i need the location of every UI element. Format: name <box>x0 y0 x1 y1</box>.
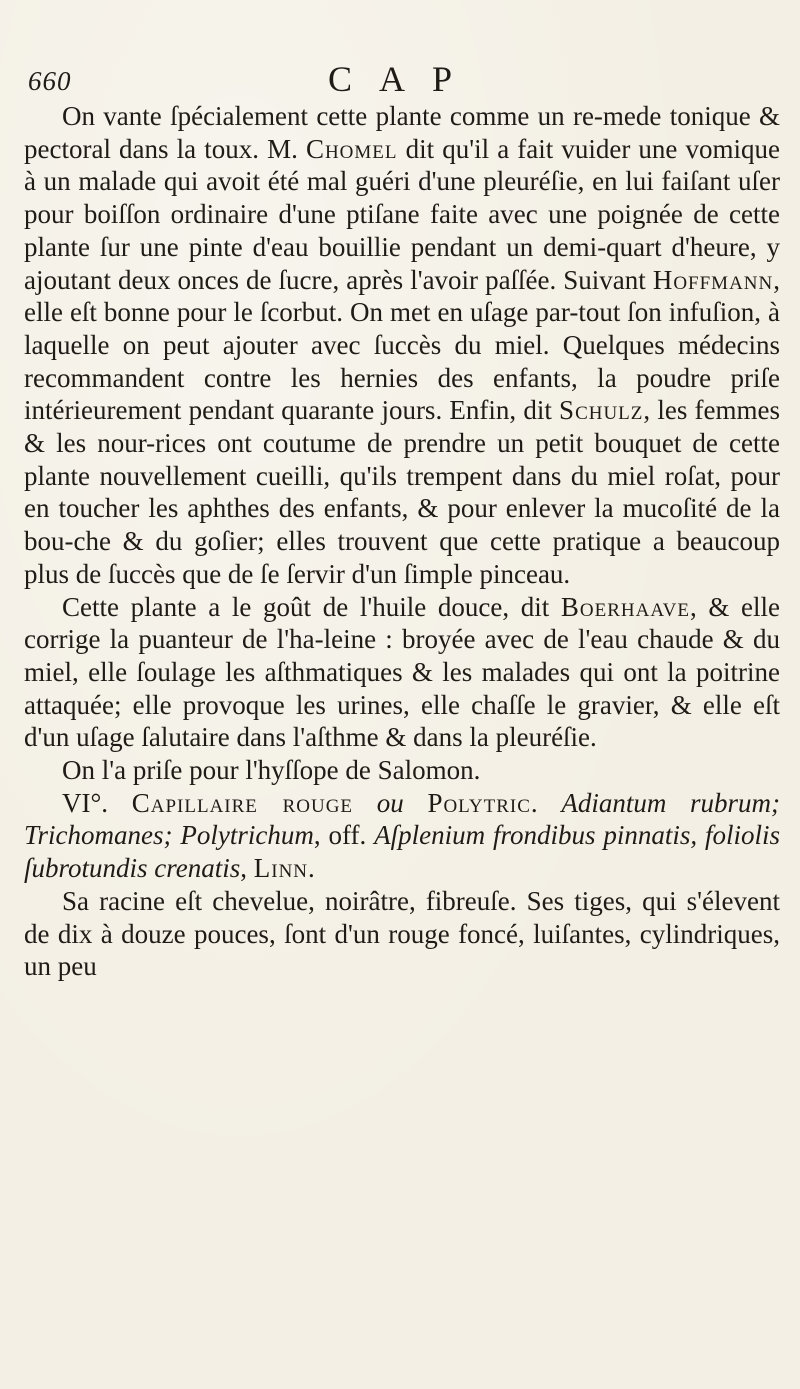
author-name-boerhaave: Boerhaave <box>560 591 690 622</box>
text-run: , & elle corrige la puanteur de l'ha-leine : broyée avec de l'eau chaude & du miel, elle ſoulage les aſthmatiques & les malades qui ont la poitrine attaquée; elle provoque les urines, elle chaſſe le gravier, & elle eſt d'un uſage ſalutaire dans l'aſthme & dans la pleuréſie. <box>24 591 780 753</box>
entry-title-polytric: Polytric <box>427 787 531 818</box>
paragraph-entry-heading <box>24 787 780 885</box>
paragraph-tonic-uses <box>24 100 780 591</box>
author-name-linn: Linn <box>253 853 309 884</box>
paragraph-root-description <box>24 885 780 983</box>
text-run: dit qu'il a fait vuider une vomique à un malade qui avoit été mal guéri d'une pleuréſie, en lui faiſant uſer pour boiſſon ordinaire d'une ptiſane faite avec une poignée de cette plante ſur une pinte d'eau bouillie pendant un demi-quart d'heure, y ajoutant deux onces de ſucre, après l'avoir paſſée. Suivant <box>24 133 781 295</box>
author-name-schulz: Schulz <box>559 395 644 426</box>
text-run: . <box>530 787 562 818</box>
text-run: Cette plante a le goût de l'huile douce, dit <box>62 591 561 622</box>
text-run: On vante ſpécialement cette plante comme un re-mede tonique & pectoral dans la toux. M. <box>24 101 780 164</box>
body-text <box>24 100 780 983</box>
text-run: Sa racine eſt chevelue, noirâtre, fibreuſe. Ses tiges, qui s'élevent de dix à douze pouces, ſont d'un rouge foncé, luiſantes, cylindriques, un peu <box>24 885 780 982</box>
entry-title-capillaire-rouge: Capillaire rouge <box>131 787 354 818</box>
page-number: 660 <box>28 66 72 96</box>
conjunction-ou: ou <box>376 787 404 818</box>
text-run: , off. <box>313 820 375 851</box>
entry-number: VI°. <box>62 787 132 818</box>
text-run <box>404 788 428 818</box>
latin-synonyms: Adiantum rubrum; Trichomanes; Polytrichum <box>24 787 781 851</box>
paragraph-hyssop <box>24 754 780 787</box>
text-run: . <box>308 853 315 884</box>
paragraph-taste <box>24 591 780 755</box>
text-run: On l'a priſe pour l'hyſſope de Salomon. <box>62 755 481 786</box>
author-name-hoffmann: Hoffmann <box>652 264 774 295</box>
running-head: C A P <box>328 59 463 99</box>
author-name-chomel: Chomel <box>305 133 398 164</box>
text-run: , <box>240 853 254 884</box>
latin-description: Aſplenium frondibus pinnatis, foliolis ſubrotundis crenatis <box>24 820 780 884</box>
text-run: , les femmes & les nour-rices ont coutume de prendre un petit bouquet de cette plante nouvellement cueilli, qu'ils trempent dans du miel roſat, pour en toucher les aphthes des enfants, & pour enlever la mucoſité de la bou-che & du goſier; elles trouvent que cette pratique a beaucoup plus de ſuccès que de ſe ſervir d'un ſimple pinceau. <box>24 395 781 589</box>
text-run: , elle eſt bonne pour le ſcorbut. On met en uſage par-tout ſon infuſion, à laquelle on peut ajouter avec ſuccès du miel. Quelques médecins recommandent contre les hernies des enfants, la poudre priſe intérieurement pendant quarante jours. Enfin, dit <box>24 264 780 426</box>
text-run <box>353 788 377 818</box>
